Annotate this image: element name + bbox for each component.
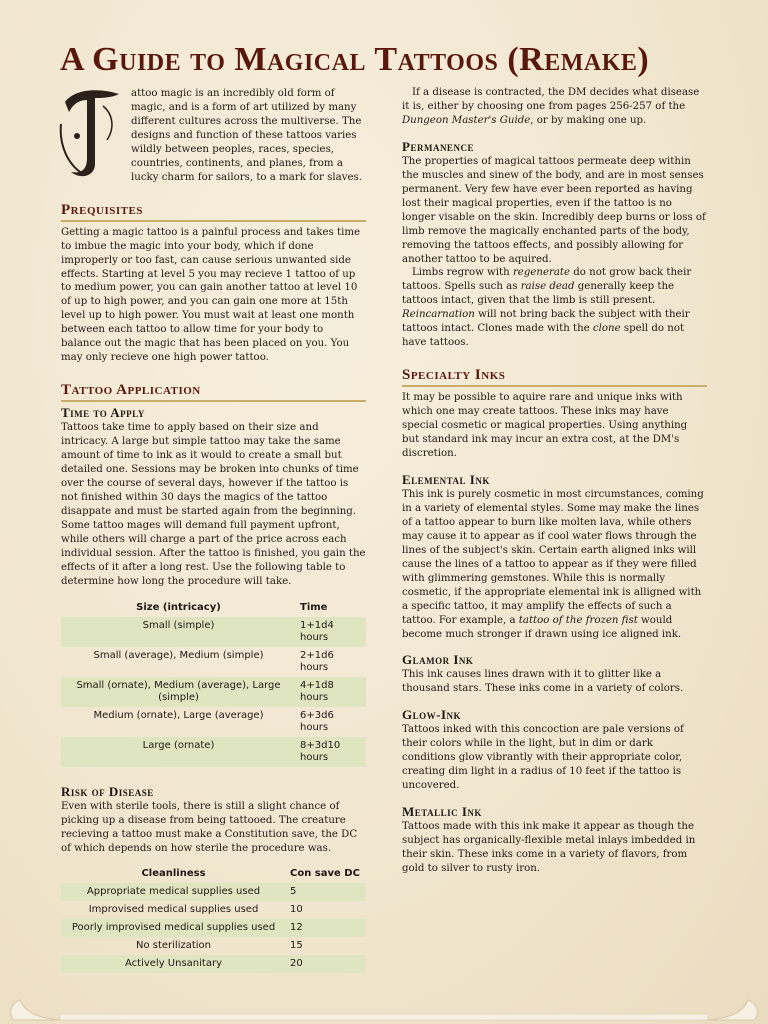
prerequisites-text: Getting a magic tattoo is a painful process and takes time to imbue the magic into your body, which if done improperly or too fast, can cause serious unwanted side effects. Starting at level 5 you may recieve 1 tattoo of up to medium power, you can gain another tattoo at level 10 of up to high power, and you can gain one more at 15th level up to high power. You must wait at least one month between each tattoo to allow time for your body to balance out the magic that has been placed on you. You may only recieve one high power tattoo. [61, 226, 361, 364]
specialty-inks-heading: Specialty Inks [402, 366, 707, 387]
disease-continued-text: If a disease is contracted, the DM decides what disease it is, either by choosing one from pages 256-257 of the Dungeon Master's Guide, or by making one up. [402, 87, 700, 126]
metallic-ink-text: Tattoos made with this ink make it appear as though the subject has organically-flexible metal inlays imbedded in their skin. These inks come in a variety of flavors, from gold to silver to rusty iron. [402, 821, 696, 874]
time-table-header-size: Size (intricacy) [136, 601, 221, 613]
table-cell: 4+1d8 hours [296, 677, 366, 707]
table-row [61, 737, 366, 767]
table-cell: 6+3d6 hours [300, 709, 334, 733]
metallic-ink-heading: Metallic Ink [402, 804, 482, 820]
table-row [61, 937, 366, 955]
table-cell: Large (ornate) [61, 737, 296, 767]
table-cell: Poorly improvised medical supplies used [61, 919, 286, 937]
glamor-ink-heading: Glamor Ink [402, 652, 474, 668]
dropcap-ornament [57, 84, 127, 182]
disease-table-header-dc: Con save DC [290, 868, 360, 880]
time-to-apply-text: Tattoos take time to apply based on their size and intricacy. A large but simple tattoo may take the same amount of time to ink as it would to create a small but detailed one. Sessions may be broken into chunks of time over the course of several days, however if the tattoo is not finished within 30 days the magics of the tattoo disappate and must be started again from the beginning. Some tattoo mages will demand full payment upfront, while others will charge a part of the price across each individual session. After the tattoo is finished, you gain the effects of it after a long rest. Use the following table to determine how long the procedure will take. [61, 422, 366, 587]
application-heading: Tattoo Application [61, 381, 366, 402]
intro-text: attoo magic is an incredibly old form of magic, and is a form of art utilized by many different cultures across the multiverse. The designs and function of these tattoos varies wildly between peoples, races, species, countries, continents, and planes, from a lucky charm for sailors, to a mark for slaves. [131, 88, 362, 183]
disease-table-header-cleanliness: Cleanliness [141, 868, 206, 880]
table-row [61, 647, 366, 677]
table-cell: Appropriate medical supplies used [61, 883, 286, 901]
table-cell: 5 [286, 883, 366, 901]
table-cell: 20 [286, 955, 366, 973]
risk-of-disease-heading: Risk of Disease [61, 783, 154, 799]
table-cell: 12 [286, 919, 366, 937]
table-cell: Improvised medical supplies used [88, 904, 259, 916]
table-cell: Actively Unsanitary [61, 955, 286, 973]
table-cell: 15 [290, 940, 303, 952]
footer-ornament [0, 994, 768, 1024]
table-row [61, 901, 366, 919]
specialty-inks-text: It may be possible to aquire rare and unique inks with which one may create tattoos. These inks may have special cosmetic or magical properties. Using anything but standard ink may incur an extra cost, at the DM's discretion. [402, 392, 688, 460]
table-cell: 1+1d4 hours [296, 617, 366, 647]
glamor-ink-text: This ink causes lines drawn with it to glitter like a thousand stars. These inks come in a variety of colors. [402, 669, 684, 695]
dropcap [61, 86, 127, 180]
table-cell: 8+3d10 hours [296, 737, 366, 767]
glow-ink-text: Tattoos inked with this concoction are pale versions of their colors while in the light, but in dim or dark conditions glow vibrantly with their appropriate color, creating dim light in a radius of 10 feet if the tattoo is uncovered. [402, 724, 684, 792]
prerequisites-heading: Prequisites [61, 201, 366, 222]
left-column [61, 86, 366, 973]
elemental-ink-heading: Elemental Ink [402, 471, 490, 487]
table-row [61, 707, 366, 737]
table-cell: 10 [290, 904, 303, 916]
table-cell: Small (ornate), Medium (average), Large (simple) [61, 677, 296, 707]
disease-table [61, 865, 366, 973]
table-row [61, 677, 366, 707]
table-cell: No sterilization [135, 940, 212, 952]
table-cell: Small (average), Medium (simple) [93, 649, 264, 661]
book-title: Dungeon Master's Guide [402, 114, 531, 126]
risk-of-disease-text: Even with sterile tools, there is still a slight chance of picking up a disease from being tattooed. The creature recieving a tattoo must make a Constitution save, the DC of which depends on how sterile the procedure was. [61, 800, 358, 854]
time-table-header-time: Time [300, 601, 328, 613]
table-cell: Small (simple) [61, 617, 296, 647]
table-cell: Medium (ornate), Large (average) [93, 709, 264, 721]
intro-section [61, 86, 366, 185]
permanence-text-2: Limbs regrow with regenerate do not grow back their tattoos. Spells such as raise dead generally keep the tattoos intact, given that the limb is still present. Reincarnation will not bring back the subject with their tattoos intact. Clones made with the clone spell do not have tattoos. [402, 267, 692, 349]
time-table [61, 599, 366, 767]
table-row [61, 617, 366, 647]
permanence-heading: Permanence [402, 138, 474, 154]
table-row [61, 955, 366, 973]
permanence-text-1: The properties of magical tattoos permeate deep within the muscles and sinew of the body, and are in most senses permanent. Very few have ever been reported as having lost their magical properties, even if the tattoo is no longer visable on the skin. Incredibly deep burns or loss of limb remove the magically enchanted parts of the body, removing the tattoos effects, and possibly allowing for another tattoo to be aquired. [402, 155, 706, 265]
page-title: A Guide to Magical Tattoos (Remake) [60, 41, 650, 78]
table-row [61, 883, 366, 901]
right-column [402, 86, 707, 876]
time-to-apply-heading: Time to Apply [61, 405, 145, 421]
table-cell: 2+1d6 hours [300, 649, 334, 673]
glow-ink-heading: Glow-Ink [402, 707, 462, 723]
table-row [61, 919, 366, 937]
elemental-ink-text: This ink is purely cosmetic in most circumstances, coming in a variety of elemental styles. Some may make the lines of a tattoo appear to burn like molten lava, while others may cause it to appear as if cool water flows through the lines of the subject's skin. Certain earth aligned inks will cause the lines of a tattoo to appear as if they were filled with glimmering gemstones. While this is normally cosmetic, if the appropriate elemental ink is alligned with a specific tattoo, it may amplify the effects of such a tattoo. For example, a tattoo of the frozen fist would become much stronger if drawn using ice aligned ink. [402, 488, 704, 640]
